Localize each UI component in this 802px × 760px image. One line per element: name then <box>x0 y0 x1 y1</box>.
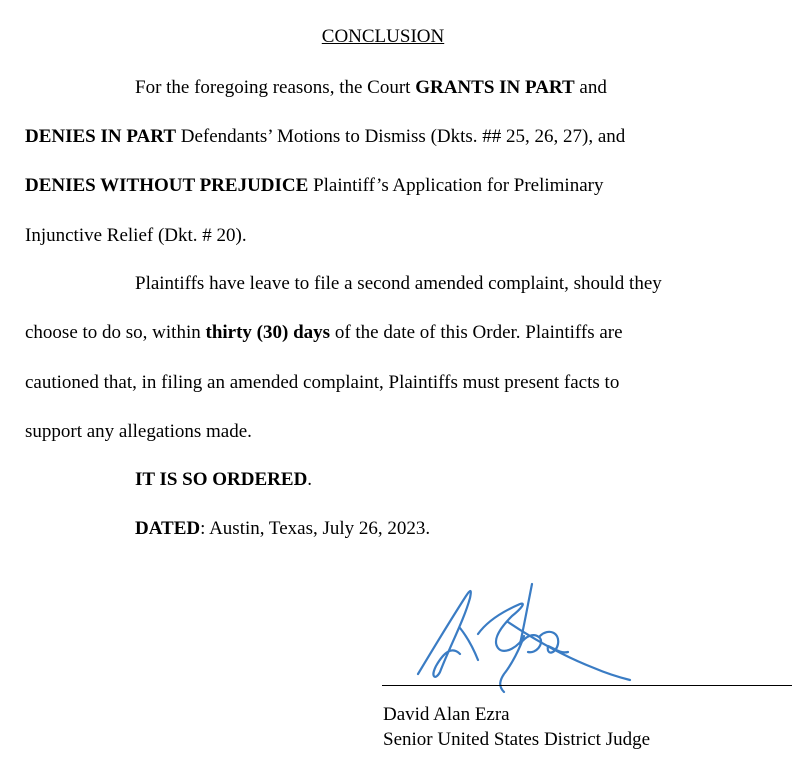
text-run: Plaintiff’s Application for Preliminary <box>308 175 604 196</box>
dated-line <box>135 518 430 540</box>
text-run: choose to do so, within <box>25 322 206 343</box>
bold-text-denies: DENIES IN PART <box>25 126 177 147</box>
bold-text-grants: GRANTS IN PART <box>415 77 575 98</box>
text-run: and <box>574 77 607 98</box>
dated-value: : Austin, Texas, July 26, 2023. <box>200 518 431 539</box>
so-ordered-text: IT IS SO ORDERED <box>135 469 308 490</box>
paragraph-1-line-3 <box>25 175 603 197</box>
signature-strokes <box>418 584 630 692</box>
handwritten-signature <box>408 574 638 724</box>
dated-label: DATED <box>135 518 201 539</box>
bold-text-deadline: thirty (30) days <box>205 322 331 343</box>
paragraph-2-line-1: Plaintiffs have leave to file a second amended complaint, should they <box>135 273 662 294</box>
text-run: of the date of this Order. Plaintiffs are <box>330 322 623 343</box>
paragraph-2-line-2 <box>25 322 623 344</box>
text-run: For the foregoing reasons, the Court <box>135 77 416 98</box>
bold-text-denies-without-prejudice: DENIES WITHOUT PREJUDICE <box>25 175 309 196</box>
so-ordered-line <box>135 469 312 491</box>
signature-line <box>382 685 792 686</box>
section-heading: CONCLUSION <box>321 26 445 47</box>
signer-title: Senior United States District Judge <box>383 729 651 750</box>
paragraph-1-line-1 <box>135 77 607 99</box>
text-run: . <box>307 469 313 490</box>
paragraph-1-line-2 <box>25 126 625 148</box>
signer-name: David Alan Ezra <box>383 704 510 725</box>
text-run: Defendants’ Motions to Dismiss (Dkts. ## 25, 26, 27), and <box>176 126 626 147</box>
paragraph-2-line-4: support any allegations made. <box>25 421 252 442</box>
paragraph-2-line-3: cautioned that, in filing an amended complaint, Plaintiffs must present facts to <box>25 372 620 393</box>
paragraph-1-line-4: Injunctive Relief (Dkt. # 20). <box>25 225 247 246</box>
